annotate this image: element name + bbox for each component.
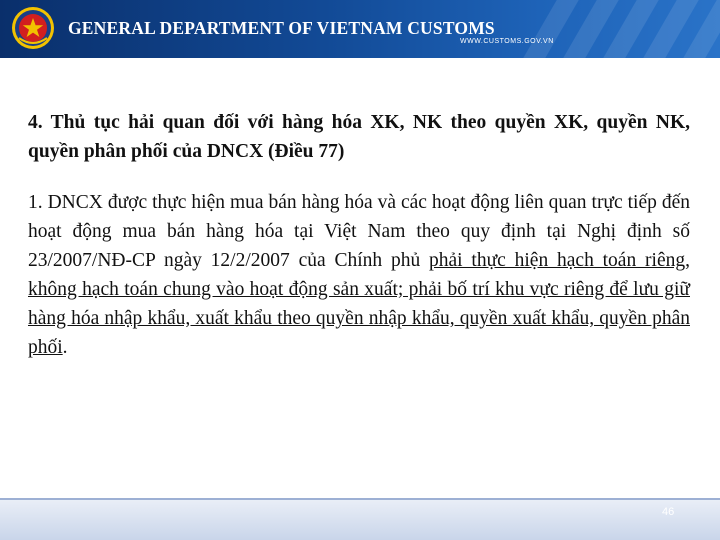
slide-heading: 4. Thủ tục hải quan đối với hàng hóa XK, NK theo quyền XK, quyền NK, quyền phân phối của DNCX (Điều 77)	[28, 112, 690, 162]
organization-title: GENERAL DEPARTMENT OF VIETNAM CUSTOMS	[68, 18, 495, 38]
paragraph-end: .	[62, 337, 68, 358]
paragraph-intro: 1. DNCX được thực hiện mua bán hàng hóa và các hoạt động liên quan trực tiếp đến hoạt động mua bán hàng hóa tại Việt Nam theo quy định tại Nghị định số 23/2007/NĐ-CP ngày 12/2/2007 của Chính phủ	[28, 192, 690, 271]
footer-bar	[0, 500, 720, 540]
slide-paragraph	[28, 188, 690, 362]
slide-content	[28, 108, 690, 362]
header-banner	[0, 0, 720, 58]
page-number: 46	[662, 506, 675, 518]
website-url: WWW.CUSTOMS.GOV.VN	[460, 38, 554, 45]
customs-emblem-icon	[10, 4, 56, 52]
paragraph-underlined-text: phải thực hiện hạch toán riêng, không hạch toán chung vào hoạt động sản xuất; phải bố trí khu vực riêng để lưu giữ hàng hóa nhập khẩu, xuất khẩu theo quyền nhập khẩu, quyền xuất khẩu, quyền phân phối	[28, 250, 690, 358]
